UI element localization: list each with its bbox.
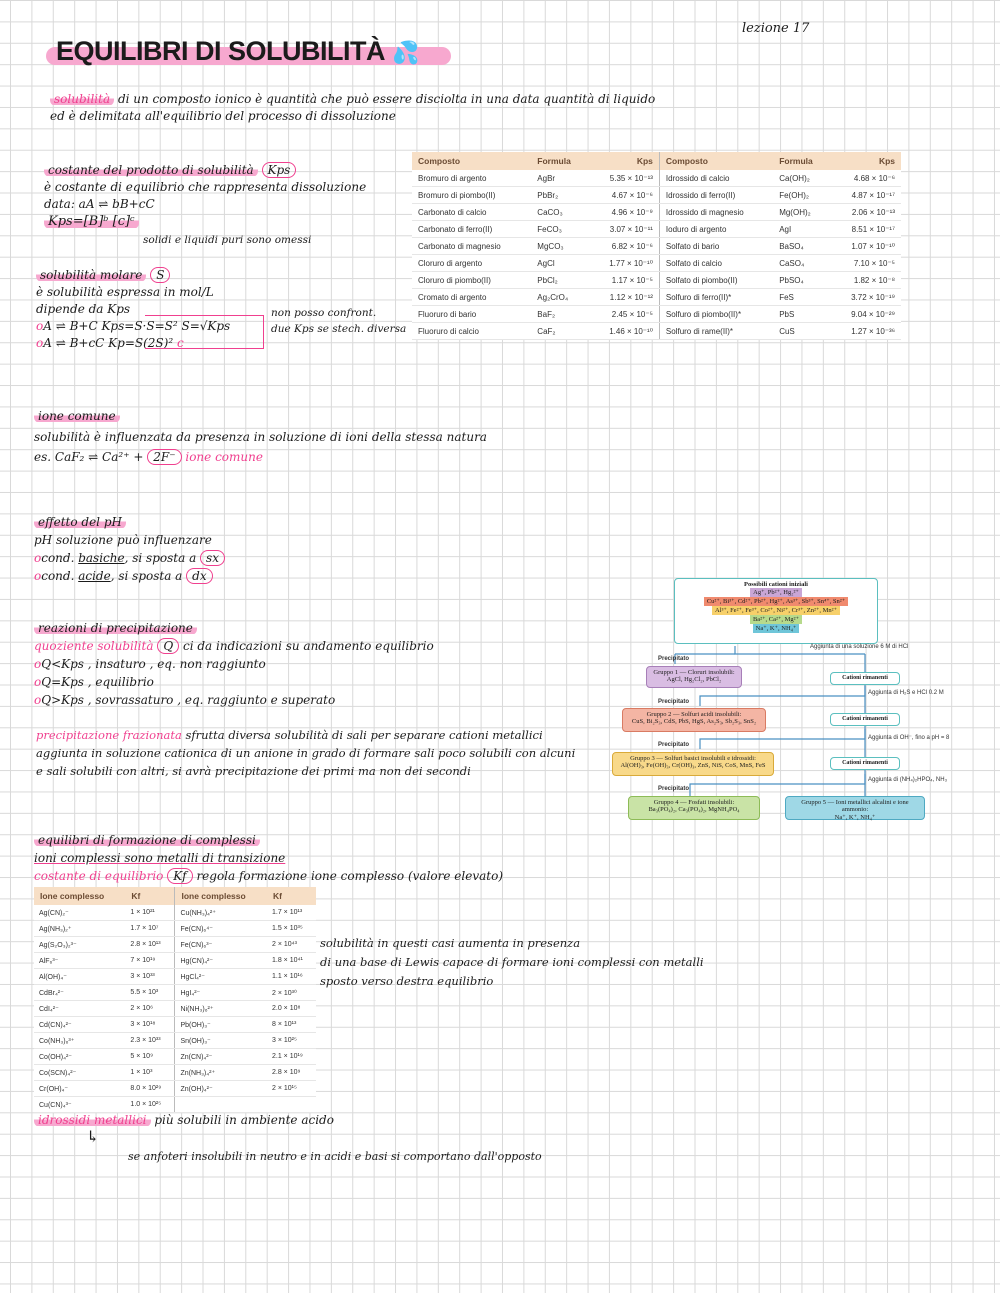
- table-cell: Idrossido di ferro(II): [659, 187, 773, 204]
- table-cell: Solfuro di rame(II)*: [659, 323, 773, 340]
- table-cell: Ag(CN)₂⁻: [34, 905, 125, 921]
- table-cell: 1.8 × 10⁴¹: [267, 953, 316, 969]
- molar-side-note2: due Kps se stech. diversa: [271, 323, 407, 335]
- table-cell: Al(OH)₄⁻: [34, 969, 125, 985]
- molar-badge: S: [150, 267, 170, 283]
- kps-table: [412, 152, 901, 340]
- intro-term: solubilità: [50, 92, 114, 106]
- table-cell: Cloruro di argento: [412, 255, 531, 272]
- table-cell: MgCO₃: [531, 238, 588, 255]
- precip-item-3: Q>Kps , sovrassaturo , eq. raggiunto e superato: [41, 693, 336, 707]
- table-cell: CuS: [773, 323, 830, 340]
- quotient-text: ci da indicazioni su andamento equilibrio: [179, 639, 434, 653]
- table-cell: Solfato di calcio: [659, 255, 773, 272]
- page-title: [56, 36, 419, 67]
- table-cell: 1.7 × 10¹³: [267, 905, 316, 921]
- table-row: [412, 255, 901, 272]
- remaining-box-1: [830, 672, 900, 685]
- table-cell: Co(NH₃)₆³⁺: [34, 1033, 125, 1049]
- kps-col-kps: Kps: [589, 152, 660, 170]
- table-cell: 1.12 × 10⁻¹²: [589, 289, 660, 306]
- ph-line3-badge: dx: [186, 568, 212, 584]
- precipitation-section: [34, 619, 434, 709]
- common-ion-section: [34, 408, 487, 466]
- complex-const-badge: Kf: [167, 868, 192, 884]
- amphoteric-text: più solubili in ambiente acido: [150, 1113, 334, 1127]
- table-cell: Bromuro di argento: [412, 170, 531, 187]
- ph-line3a: cond.: [41, 569, 79, 583]
- table-cell: AlF₆³⁻: [34, 953, 125, 969]
- group3-title: Gruppo 3 — Solfuri basici insolubili e idrossidi:: [630, 755, 756, 762]
- table-cell: 4.68 × 10⁻⁶: [831, 170, 901, 187]
- table-row: [412, 289, 901, 306]
- table-row: [34, 969, 316, 985]
- quotient-label: quoziente solubilità: [34, 639, 154, 653]
- table-cell: Sn(OH)₃⁻: [175, 1033, 267, 1049]
- bullet-icon: o: [34, 657, 42, 671]
- bullet-icon: o: [36, 336, 44, 350]
- group3-box: [612, 752, 774, 776]
- table-row: [34, 905, 316, 921]
- table-cell: 2.8 × 10⁹: [267, 1065, 316, 1081]
- ph-line3c: , si sposta a: [110, 569, 187, 583]
- table-cell: PbCl₂: [531, 272, 588, 289]
- table-cell: Ca(OH)₂: [773, 170, 830, 187]
- fractional-text1: sfrutta diversa solubilità di sali per separare cationi metallici: [181, 728, 543, 742]
- table-cell: Ag₂CrO₄: [531, 289, 588, 306]
- flow-step2: Aggiunta di H₂S e HCl 0.2 M: [868, 690, 944, 696]
- table-cell: 5.35 × 10⁻¹³: [589, 170, 660, 187]
- table-cell: Carbonato di ferro(II): [412, 221, 531, 238]
- table-row: [34, 953, 316, 969]
- remaining-label-2: Cationi rimanenti: [842, 716, 888, 722]
- precip-item-2: Q=Kps , equilibrio: [41, 675, 154, 689]
- kps-line2: data: aA ⇌ bB+cC: [44, 197, 155, 211]
- table-cell: Ag(NH₃)₂⁺: [34, 921, 125, 937]
- molar-side-note1: non posso confront.: [271, 307, 377, 319]
- table-cell: 1.0 × 10²⁵: [125, 1097, 175, 1113]
- table-cell: Zn(CN)₄²⁻: [175, 1049, 267, 1065]
- bullet-icon: o: [34, 551, 42, 565]
- table-cell: 2.0 × 10⁸: [267, 1001, 316, 1017]
- complex-line1: ioni complessi sono metalli di transizione: [34, 851, 286, 865]
- table-row: [34, 937, 316, 953]
- molar-eq2: A ⇌ B+cC Kp=S(2S)²: [43, 336, 174, 350]
- table-cell: Fe(CN)₆³⁻: [175, 937, 267, 953]
- cation-row: Ba²⁺, Ca²⁺, Mg²⁺: [750, 615, 802, 624]
- group2-box: [622, 708, 766, 732]
- table-cell: 4.67 × 10⁻⁶: [589, 187, 660, 204]
- table-cell: Cu(NH₃)₄²⁺: [175, 905, 267, 921]
- common-ion-label: ione comune: [185, 450, 263, 464]
- complex-section: [34, 831, 503, 885]
- table-cell: 1 × 10³: [125, 1065, 175, 1081]
- precip-item-1: Q<Kps , insaturo , eq. non raggiunto: [41, 657, 266, 671]
- table-cell: Carbonato di magnesio: [412, 238, 531, 255]
- flow-step3: Aggiunta di OH⁻, fino a pH = 8: [868, 735, 950, 741]
- group5-body: Na⁺, K⁺, NH₄⁺: [834, 814, 876, 821]
- table-cell: 5 × 10⁹: [125, 1049, 175, 1065]
- table-cell: 1.1 × 10¹⁶: [267, 969, 316, 985]
- kps-line1: è costante di equilibrio che rappresenta dissoluzione: [44, 180, 367, 194]
- bullet-icon: o: [34, 675, 42, 689]
- table-cell: CaSO₄: [773, 255, 830, 272]
- droplets-icon: 💦: [392, 40, 419, 65]
- molar-line2: dipende da Kps: [36, 302, 131, 316]
- table-cell: Cr(OH)₄⁻: [34, 1081, 125, 1097]
- table-row: [412, 204, 901, 221]
- table-cell: CaF₂: [531, 323, 588, 340]
- precipitation-heading: reazioni di precipitazione: [34, 621, 197, 635]
- common-ion-line2: es. CaF₂ ⇌ Ca²⁺ +: [34, 450, 144, 464]
- ph-line3b: acide: [78, 569, 111, 583]
- common-ion-heading: ione comune: [34, 409, 120, 423]
- group4-title: Gruppo 4 — Fosfati insolubili:: [653, 799, 735, 806]
- intro-line1: di un composto ionico è quantità che può essere disciolta in una data quantità di liquido: [114, 92, 656, 106]
- kf-col-ion: Ione complesso: [34, 887, 125, 905]
- cation-row: Ag⁺, Pb²⁺, Hg₂²⁺: [750, 588, 802, 597]
- remaining-box-3: [830, 757, 900, 770]
- table-cell: Idrossido di magnesio: [659, 204, 773, 221]
- group1-box: [646, 666, 742, 688]
- remaining-box-2: [830, 713, 900, 726]
- group2-body: CuS, Bi₂S₃, CdS, PbS, HgS, As₂S₃, Sb₂S₃, SnS₂: [631, 718, 757, 725]
- table-row: [412, 221, 901, 238]
- ph-line2b: basiche: [78, 551, 125, 565]
- cation-row: Al³⁺, Fe²⁺, Fe³⁺, Co²⁺, Ni²⁺, Cr³⁺, Zn²⁺, Mn²⁺: [712, 606, 840, 615]
- table-cell: 2 × 10⁴³: [267, 937, 316, 953]
- table-row: [412, 323, 901, 340]
- kf-col-ion2: Ione complesso: [175, 887, 267, 905]
- cation-flowchart: [610, 574, 950, 824]
- table-cell: Solfato di bario: [659, 238, 773, 255]
- table-cell: Zn(NH₃)₄²⁺: [175, 1065, 267, 1081]
- table-cell: [175, 1097, 267, 1113]
- flowchart-top-title: Possibili cationi iniziali: [744, 581, 808, 588]
- bullet-icon: o: [34, 569, 42, 583]
- table-cell: Cd(CN)₄²⁻: [34, 1017, 125, 1033]
- complex-const-label: costante di equilibrio: [34, 869, 164, 883]
- table-cell: [267, 1097, 316, 1113]
- table-cell: Co(SCN)₄²⁻: [34, 1065, 125, 1081]
- molar-side-note: [271, 305, 406, 337]
- group1-title: Gruppo 1 — Cloruri insolubili:: [653, 669, 735, 676]
- table-cell: CdI₄²⁻: [34, 1001, 125, 1017]
- table-cell: 1.5 × 10³⁵: [267, 921, 316, 937]
- ph-section: [34, 513, 225, 585]
- complex-note3: sposto verso destra equilibrio: [320, 974, 494, 988]
- table-cell: Carbonato di calcio: [412, 204, 531, 221]
- kps-formula: Kps=[B]ᵇ [c]ᶜ: [44, 214, 139, 229]
- table-row: [34, 985, 316, 1001]
- table-cell: 2.06 × 10⁻¹³: [831, 204, 901, 221]
- kps-col-formula2: Formula: [773, 152, 830, 170]
- table-cell: 7.10 × 10⁻⁵: [831, 255, 901, 272]
- table-cell: Ag(S₂O₃)₂³⁻: [34, 937, 125, 953]
- common-ion-line1: solubilità è influenzata da presenza in soluzione di ioni della stessa natura: [34, 430, 487, 444]
- table-row: [412, 272, 901, 289]
- kf-table-header: [34, 887, 316, 905]
- flow-precip-label-4: Precipitato: [658, 786, 690, 792]
- group5-title: Gruppo 5 — Ioni metallici alcalini e ione ammonio:: [801, 799, 909, 813]
- amphoteric-label: idrossidi metallici: [34, 1113, 151, 1127]
- page-title-text: EQUILIBRI DI SOLUBILITÀ: [56, 36, 385, 66]
- table-cell: PbBr₂: [531, 187, 588, 204]
- table-cell: Solfuro di ferro(II)*: [659, 289, 773, 306]
- table-cell: 4.87 × 10⁻¹⁷: [831, 187, 901, 204]
- cation-row: Na⁺, K⁺, NH₄⁺: [753, 624, 800, 633]
- table-cell: Solfuro di piombo(II)*: [659, 306, 773, 323]
- kps-col-compound: Composto: [412, 152, 531, 170]
- table-cell: 6.82 × 10⁻⁶: [589, 238, 660, 255]
- group4-body: Ba₃(PO₄)₂, Ca₃(PO₄)₂, MgNH₄PO₄: [648, 806, 740, 813]
- table-cell: 8.0 × 10²⁹: [125, 1081, 175, 1097]
- molar-eq1: A ⇌ B+C Kps=S·S=S² S=√Kps: [43, 319, 231, 333]
- table-row: [34, 921, 316, 937]
- molar-eq2-tail: c: [176, 336, 184, 350]
- kps-heading: costante del prodotto di solubilità: [44, 163, 258, 177]
- table-cell: Ioduro di argento: [659, 221, 773, 238]
- table-cell: Fluoruro di bario: [412, 306, 531, 323]
- table-cell: HgI₄²⁻: [175, 985, 267, 1001]
- table-row: [412, 187, 901, 204]
- amphoteric-arrow: ↳: [86, 1127, 100, 1146]
- group2-title: Gruppo 2 — Solfuri acidi insolubili:: [646, 711, 742, 718]
- remaining-label-1: Cationi rimanenti: [842, 675, 888, 681]
- molar-heading: solubilità molare: [36, 268, 146, 282]
- table-cell: 3.07 × 10⁻¹¹: [589, 221, 660, 238]
- group4-box: [628, 796, 760, 820]
- kf-col-kf: Kf: [125, 887, 175, 905]
- table-cell: AgI: [773, 221, 830, 238]
- quotient-badge: Q: [157, 638, 179, 654]
- ph-line1: pH soluzione può influenzare: [34, 533, 212, 547]
- table-cell: Solfato di piombo(II): [659, 272, 773, 289]
- table-cell: PbSO₄: [773, 272, 830, 289]
- remaining-label-3: Cationi rimanenti: [842, 760, 888, 766]
- table-cell: 9.04 × 10⁻²⁹: [831, 306, 901, 323]
- table-cell: 1.7 × 10⁷: [125, 921, 175, 937]
- table-cell: 3 × 10³³: [125, 969, 175, 985]
- kf-table: [34, 887, 316, 1113]
- kps-table-header: [412, 152, 901, 170]
- ph-line2a: cond.: [41, 551, 79, 565]
- table-cell: Fe(CN)₆⁴⁻: [175, 921, 267, 937]
- table-cell: 1.46 × 10⁻¹⁰: [589, 323, 660, 340]
- table-row: [412, 238, 901, 255]
- table-cell: 1.82 × 10⁻⁸: [831, 272, 901, 289]
- table-cell: FeS: [773, 289, 830, 306]
- kps-col-formula: Formula: [531, 152, 588, 170]
- complex-heading: equilibri di formazione di complessi: [34, 833, 260, 847]
- kf-col-kf2: Kf: [267, 887, 316, 905]
- bullet-icon: o: [36, 319, 44, 333]
- table-cell: 1.77 × 10⁻¹⁰: [589, 255, 660, 272]
- bullet-icon: o: [34, 693, 42, 707]
- lesson-label: lezione 17: [742, 21, 810, 36]
- flow-precip-label-3: Precipitato: [658, 742, 690, 748]
- table-cell: FeCO₃: [531, 221, 588, 238]
- table-cell: 3 × 10²⁵: [267, 1033, 316, 1049]
- table-cell: Fluoruro di calcio: [412, 323, 531, 340]
- table-cell: 3 × 10¹⁸: [125, 1017, 175, 1033]
- table-cell: HgCl₄²⁻: [175, 969, 267, 985]
- complex-note1: solubilità in questi casi aumenta in presenza: [320, 936, 581, 950]
- flow-step4: Aggiunta di (NH₄)₂HPO₄, NH₃: [868, 777, 948, 783]
- table-cell: CaCO₃: [531, 204, 588, 221]
- table-cell: Cloruro di piombo(II): [412, 272, 531, 289]
- table-row: [34, 1001, 316, 1017]
- fractional-paragraph: [36, 726, 575, 780]
- table-cell: 2.45 × 10⁻⁵: [589, 306, 660, 323]
- kps-section: [44, 162, 366, 230]
- table-cell: CdBr₄²⁻: [34, 985, 125, 1001]
- kps-col-compound2: Composto: [659, 152, 773, 170]
- table-cell: 2.1 × 10¹⁹: [267, 1049, 316, 1065]
- table-cell: Cu(CN)₄³⁻: [34, 1097, 125, 1113]
- table-cell: BaF₂: [531, 306, 588, 323]
- table-row: [34, 1033, 316, 1049]
- intro-line2: ed è delimitata all'equilibrio del processo di dissoluzione: [50, 109, 396, 123]
- table-cell: Mg(OH)₂: [773, 204, 830, 221]
- table-cell: 2.8 × 10¹³: [125, 937, 175, 953]
- table-cell: Idrossido di calcio: [659, 170, 773, 187]
- table-cell: 3.72 × 10⁻¹⁹: [831, 289, 901, 306]
- common-ion-badge: 2F⁻: [147, 449, 181, 465]
- kps-badge: Kps: [262, 162, 297, 178]
- table-cell: 2.3 × 10³³: [125, 1033, 175, 1049]
- amphoteric-note: se anfoteri insolubili in neutro e in acidi e basi si comportano dall'opposto: [128, 1150, 542, 1163]
- flow-precip-label-2: Precipitato: [658, 699, 690, 705]
- table-cell: Cromato di argento: [412, 289, 531, 306]
- table-row: [34, 1017, 316, 1033]
- table-cell: 2 × 10¹⁵: [267, 1081, 316, 1097]
- group5-box: [785, 796, 925, 820]
- flow-precip-label-1: Precipitato: [658, 656, 690, 662]
- table-cell: 5.5 × 10³: [125, 985, 175, 1001]
- ph-line2-badge: sx: [200, 550, 225, 566]
- flowchart-top-rows: [678, 588, 874, 633]
- table-cell: AgBr: [531, 170, 588, 187]
- complex-note2: di una base di Lewis capace di formare ioni complessi con metalli: [320, 955, 704, 969]
- table-cell: 4.96 × 10⁻⁹: [589, 204, 660, 221]
- table-row: [412, 170, 901, 187]
- complex-notes: [320, 934, 704, 991]
- intro-paragraph: [50, 91, 655, 125]
- table-cell: Bromuro di piombo(II): [412, 187, 531, 204]
- table-cell: Co(OH)₄²⁻: [34, 1049, 125, 1065]
- kps-note: solidi e liquidi puri sono omessi: [143, 234, 312, 246]
- table-row: [412, 306, 901, 323]
- kps-col-kps2: Kps: [831, 152, 901, 170]
- table-cell: AgCl: [531, 255, 588, 272]
- table-cell: 1.27 × 10⁻³⁶: [831, 323, 901, 340]
- flowchart-top-box: [674, 578, 878, 644]
- fractional-label: precipitazione frazionata: [36, 728, 182, 742]
- fractional-text3: e sali solubili con altri, si avrà precipitazione dei primi ma non dei secondi: [36, 764, 471, 778]
- table-cell: Ni(NH₃)₆²⁺: [175, 1001, 267, 1017]
- table-cell: Fe(OH)₂: [773, 187, 830, 204]
- table-cell: Pb(OH)₃⁻: [175, 1017, 267, 1033]
- group1-body: AgCl, Hg₂Cl₂, PbCl₂: [666, 676, 722, 683]
- table-cell: BaSO₄: [773, 238, 830, 255]
- table-cell: 8 × 10¹³: [267, 1017, 316, 1033]
- molar-bracket: [145, 315, 264, 349]
- complex-const-text: regola formazione ione complesso (valore elevato): [192, 869, 503, 883]
- table-cell: 2 × 10³⁰: [267, 985, 316, 1001]
- ph-heading: effetto del pH: [34, 515, 126, 529]
- table-cell: 2 × 10⁶: [125, 1001, 175, 1017]
- table-cell: Zn(OH)₄²⁻: [175, 1081, 267, 1097]
- table-row: [34, 1097, 316, 1113]
- ph-line2c: , si sposta a: [124, 551, 201, 565]
- cation-row: Cu²⁺, Bi³⁺, Cd²⁺, Pb²⁺, Hg²⁺, As³⁺, Sb³⁺, Sn⁴⁺, Sn²⁺: [704, 597, 848, 606]
- table-cell: 7 × 10¹⁹: [125, 953, 175, 969]
- table-cell: PbS: [773, 306, 830, 323]
- group3-body: Al(OH)₃, Fe(OH)₃, Cr(OH)₃, ZnS, NiS, CoS, MnS, FeS: [620, 762, 766, 769]
- table-row: [34, 1081, 316, 1097]
- table-cell: 1.07 × 10⁻¹⁰: [831, 238, 901, 255]
- fractional-text2: aggiunta in soluzione cationica di un anione in grado di formare sali poco solubili con alcuni: [36, 746, 576, 760]
- flow-step1: Aggiunta di una soluzione 6 M di HCl: [810, 644, 909, 650]
- table-row: [34, 1065, 316, 1081]
- amphoteric-section: [34, 1112, 334, 1129]
- table-cell: 8.51 × 10⁻¹⁷: [831, 221, 901, 238]
- molar-line1: è solubilità espressa in mol/L: [36, 285, 214, 299]
- table-cell: 1.17 × 10⁻⁵: [589, 272, 660, 289]
- table-cell: Hg(CN)₄²⁻: [175, 953, 267, 969]
- table-cell: 1 × 10²¹: [125, 905, 175, 921]
- table-row: [34, 1049, 316, 1065]
